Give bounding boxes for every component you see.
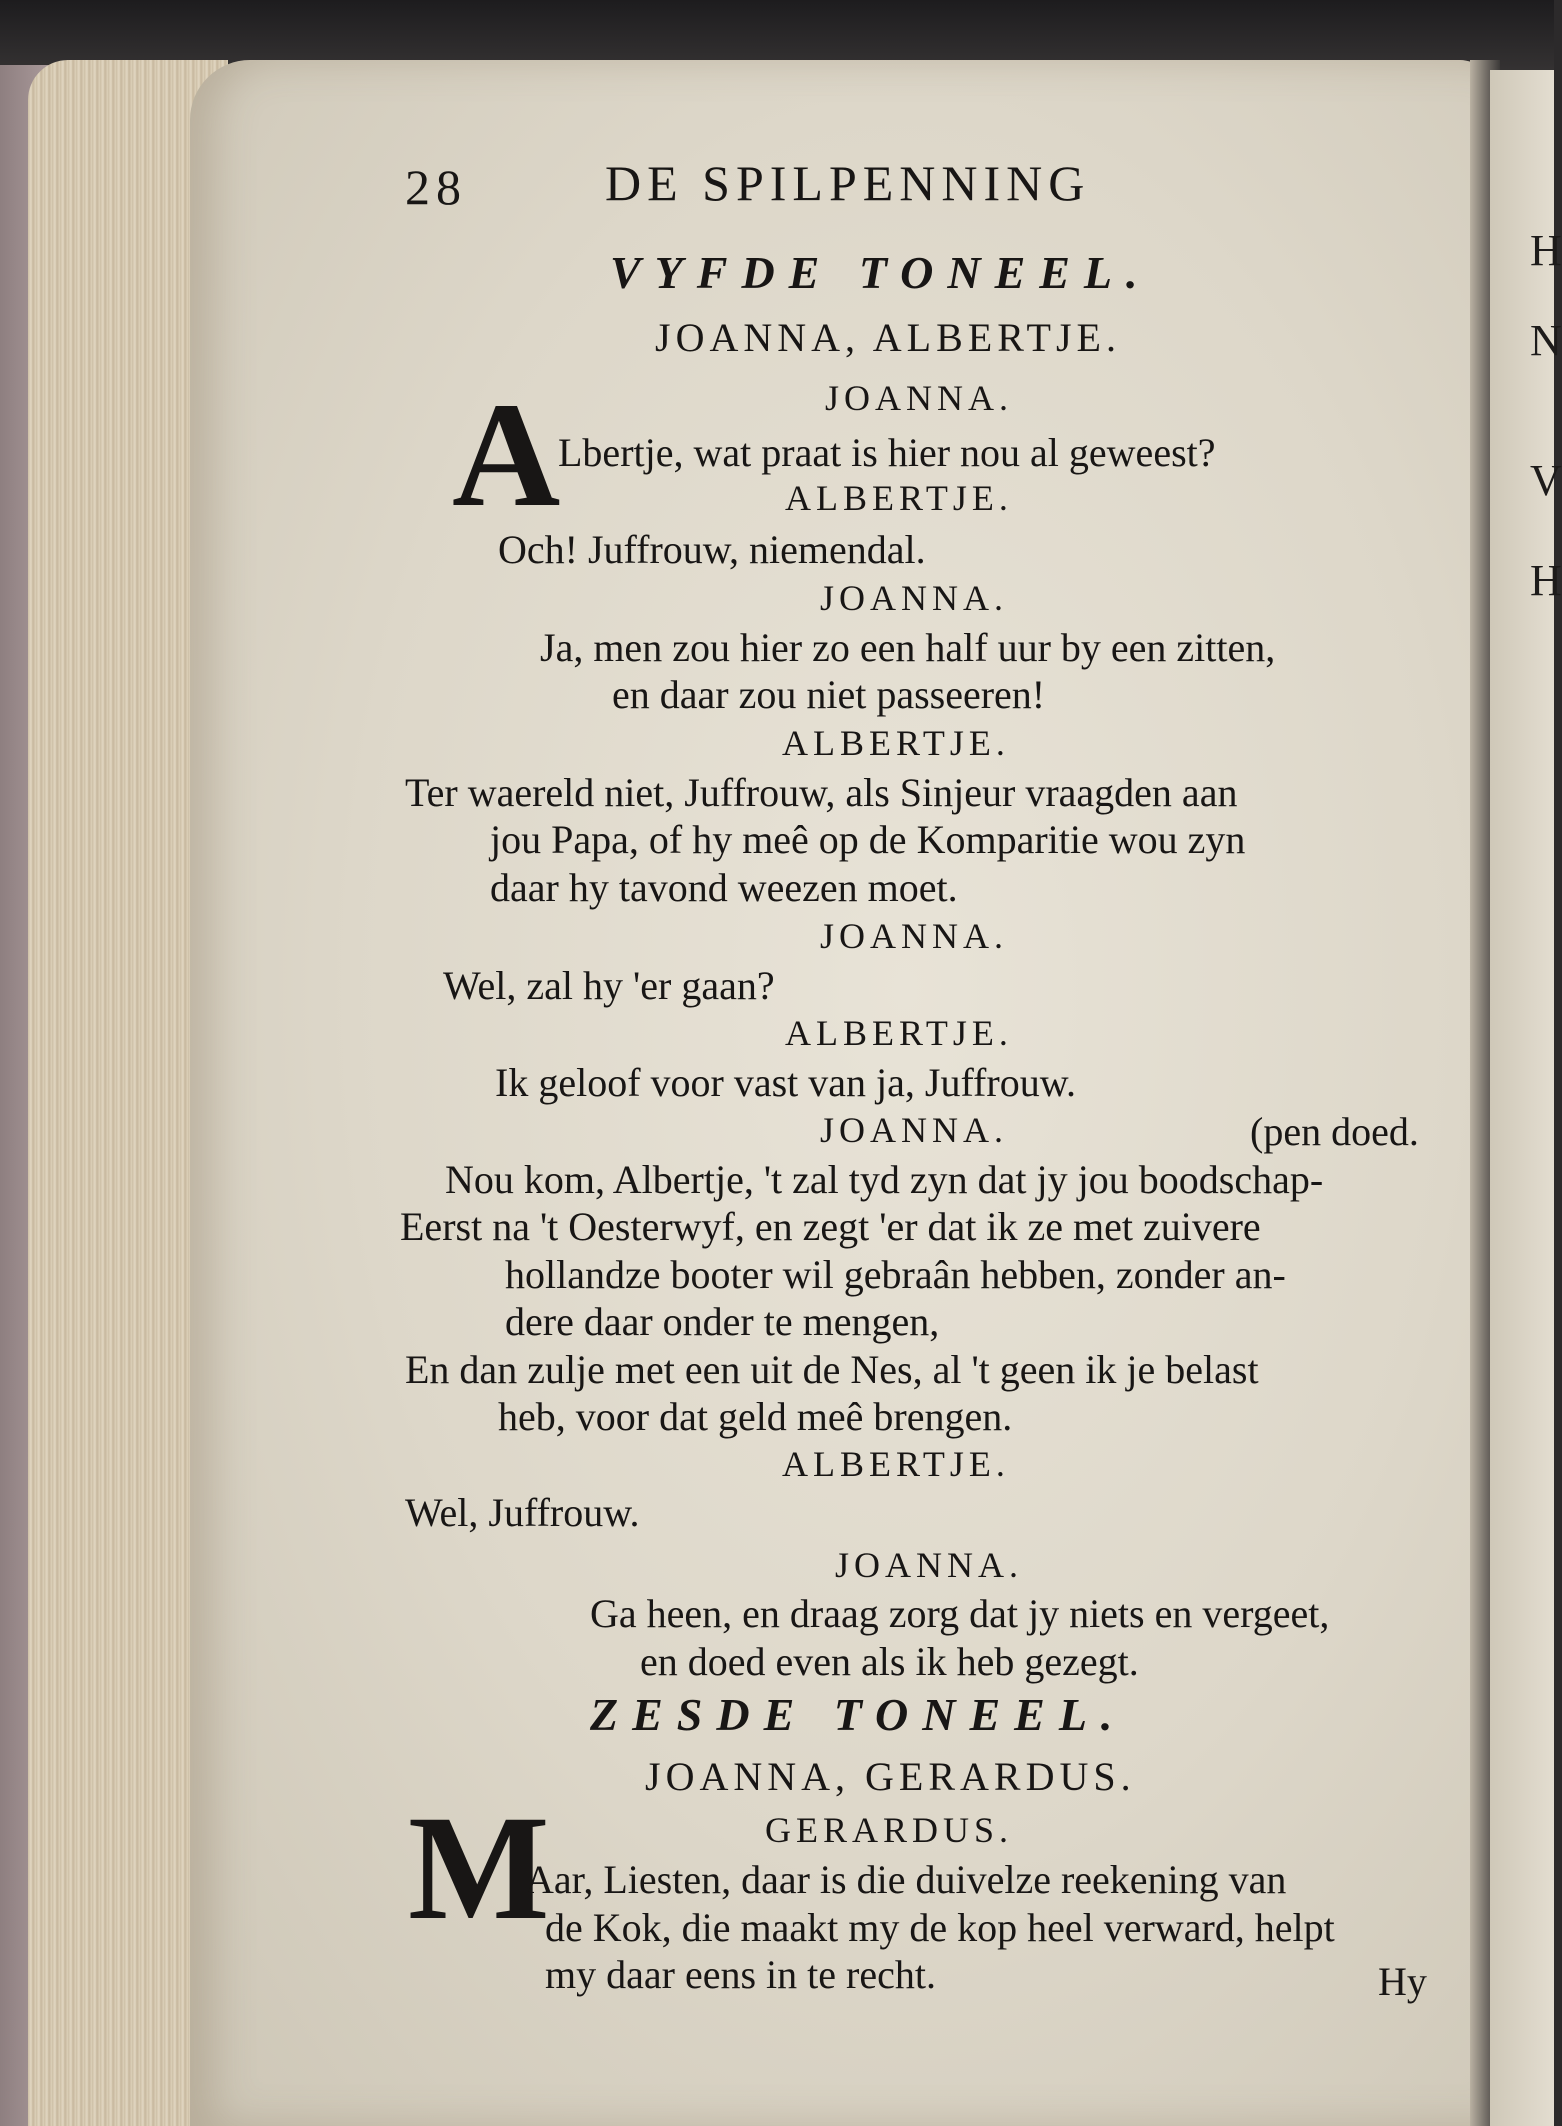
page-number: 28 bbox=[405, 159, 467, 215]
scene-title: ZESDE TONEEL. bbox=[590, 1689, 1127, 1740]
dialogue-line: my daar eens in te recht. bbox=[545, 1952, 936, 1997]
facing-page-letter: H bbox=[1530, 556, 1562, 605]
facing-page-letter: V bbox=[1530, 456, 1562, 505]
speaker-name: ALBERTJE. bbox=[785, 478, 1013, 518]
dialogue-line: Ga heen, en draag zorg dat jy niets en vergeet, bbox=[590, 1591, 1330, 1636]
speaker-name: JOANNA. bbox=[820, 1110, 1008, 1150]
dialogue-line: hollandze booter wil gebraân hebben, zonder an- bbox=[505, 1252, 1286, 1297]
dialogue-line: Wel, zal hy 'er gaan? bbox=[443, 963, 775, 1008]
dialogue-line: dere daar onder te mengen, bbox=[505, 1299, 940, 1344]
speaker-name: ALBERTJE. bbox=[782, 1444, 1010, 1484]
dialogue-line: Wel, Juffrouw. bbox=[405, 1490, 640, 1535]
dialogue-line: En dan zulje met een uit de Nes, al 't geen ik je belast bbox=[405, 1347, 1259, 1392]
speaker-name: JOANNA. bbox=[835, 1545, 1023, 1585]
dialogue-line: en doed even als ik heb gezegt. bbox=[640, 1639, 1139, 1684]
speaker-name: JOANNA. bbox=[820, 578, 1008, 618]
dialogue-line: Ter waereld niet, Juffrouw, als Sinjeur vraagden aan bbox=[405, 770, 1238, 815]
dialogue-line: en daar zou niet passeeren! bbox=[612, 672, 1046, 717]
speaker-name: ALBERTJE. bbox=[782, 723, 1010, 763]
drop-cap: A bbox=[452, 372, 561, 538]
facing-page bbox=[1490, 70, 1554, 2126]
dialogue-line: Lbertje, wat praat is hier nou al geweest? bbox=[558, 430, 1216, 475]
speaker-name: GERARDUS. bbox=[765, 1810, 1014, 1850]
dialogue-line: Aar, Liesten, daar is die duivelze reekening van bbox=[525, 1857, 1287, 1902]
speaker-name: JOANNA. bbox=[820, 916, 1008, 956]
dialogue-line: Och! Juffrouw, niemendal. bbox=[498, 527, 926, 572]
running-title: DE SPILPENNING bbox=[605, 155, 1091, 211]
dialogue-line: de Kok, die maakt my de kop heel verward, helpt bbox=[545, 1905, 1335, 1950]
drop-cap: M bbox=[408, 1785, 550, 1951]
dialogue-line: jou Papa, of hy meê op de Komparitie wou zyn bbox=[490, 817, 1246, 862]
dialogue-line: Ja, men zou hier zo een half uur by een zitten, bbox=[540, 625, 1276, 670]
facing-page-letter: N bbox=[1530, 316, 1562, 365]
scene-title: VYFDE TONEEL. bbox=[610, 247, 1152, 298]
speaker-name: ALBERTJE. bbox=[785, 1013, 1013, 1053]
dialogue-line: Nou kom, Albertje, 't zal tyd zyn dat jy jou boodschap- bbox=[445, 1157, 1324, 1202]
scene-characters: JOANNA, ALBERTJE. bbox=[655, 315, 1121, 360]
facing-page-letter: H bbox=[1530, 226, 1562, 275]
dialogue-line: (pen doed. bbox=[1250, 1109, 1419, 1154]
dialogue-line: daar hy tavond weezen moet. bbox=[490, 865, 958, 910]
dialogue-line: Eerst na 't Oesterwyf, en zegt 'er dat ik ze met zuivere bbox=[400, 1204, 1261, 1249]
dialogue-line: Ik geloof voor vast van ja, Juffrouw. bbox=[495, 1060, 1076, 1105]
speaker-name: JOANNA. bbox=[825, 378, 1013, 418]
scene-characters: JOANNA, GERARDUS. bbox=[645, 1754, 1136, 1799]
dialogue-line: heb, voor dat geld meê brengen. bbox=[498, 1394, 1013, 1439]
catchword: Hy bbox=[1378, 1959, 1427, 2004]
